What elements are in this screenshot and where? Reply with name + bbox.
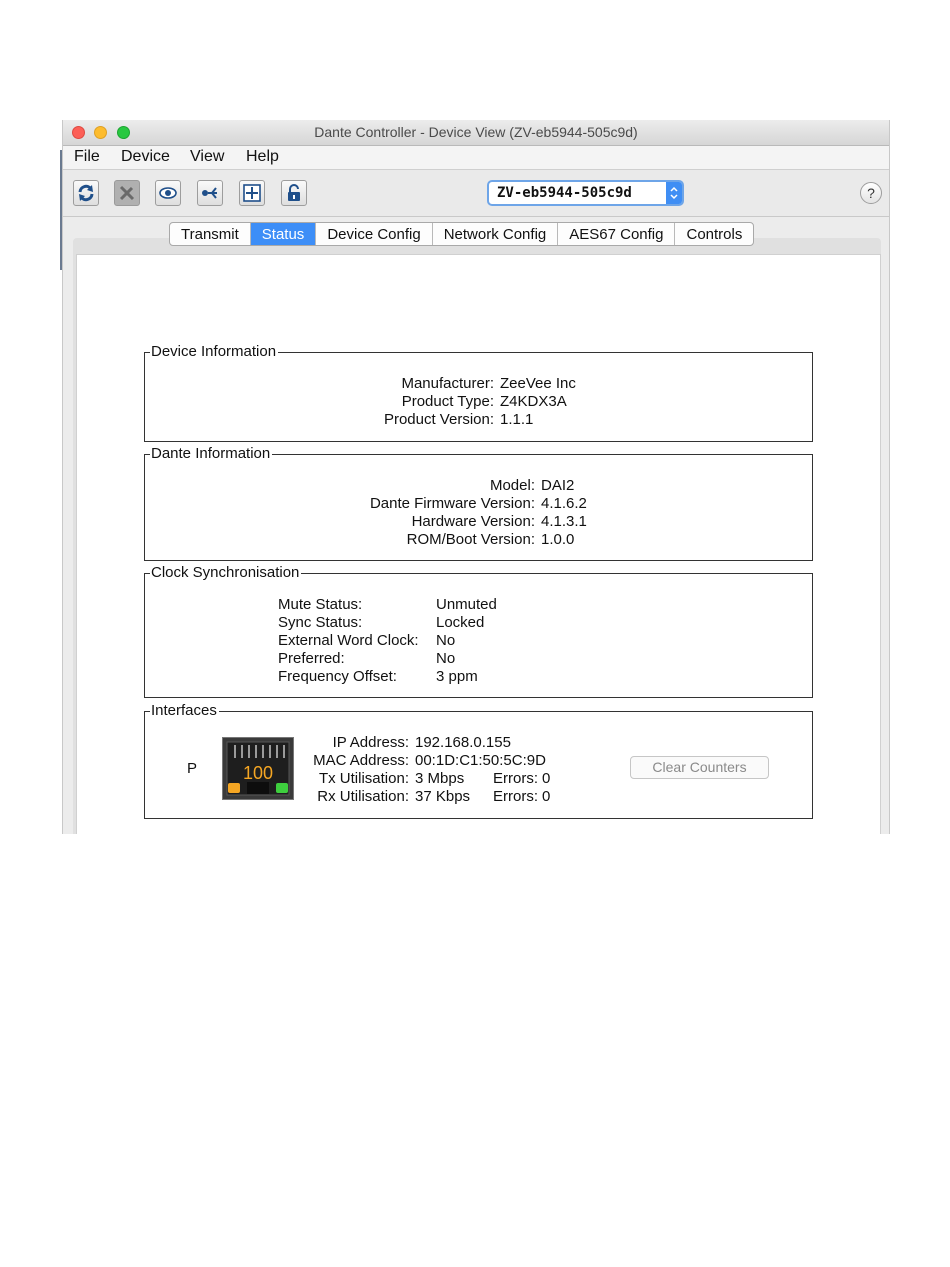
network-icon xyxy=(200,183,220,203)
tx-utilisation-value: 3 Mbps xyxy=(415,770,465,787)
eye-icon xyxy=(158,183,178,203)
rx-utilisation-label: Rx Utilisation: xyxy=(317,788,409,805)
dante-information-legend: Dante Information xyxy=(151,445,271,462)
tx-errors-label: Errors: xyxy=(493,770,538,787)
clock-synchronisation-legend: Clock Synchronisation xyxy=(151,564,300,581)
help-button[interactable]: ? xyxy=(860,182,882,204)
hardware-version-label: Hardware Version: xyxy=(411,513,535,530)
tab-transmit[interactable]: Transmit xyxy=(170,223,251,245)
refresh-button[interactable] xyxy=(73,180,99,206)
tab-aes67-config[interactable]: AES67 Config xyxy=(558,223,675,245)
tab-controls[interactable]: Controls xyxy=(686,226,743,243)
product-version-value: 1.1.1 xyxy=(500,411,534,428)
view-button[interactable] xyxy=(155,180,181,206)
tools-icon xyxy=(117,183,137,203)
mute-status-value: Unmuted xyxy=(436,596,497,613)
tx-utilisation-label: Tx Utilisation: xyxy=(318,770,409,787)
link-speed-label: 100 xyxy=(242,763,274,783)
mac-address-label: MAC Address: xyxy=(313,752,409,769)
mac-address-value: 00:1D:C1:50:5C:9D xyxy=(415,752,546,769)
network-button[interactable] xyxy=(197,180,223,206)
sync-status-value: Locked xyxy=(436,614,485,631)
model-value: DAI2 xyxy=(541,477,575,494)
external-word-clock-label: External Word Clock: xyxy=(278,632,419,649)
product-version-label: Product Version: xyxy=(383,411,494,428)
tab-network-config[interactable]: Network Config xyxy=(433,223,559,245)
title-bar xyxy=(63,120,889,146)
interfaces-group xyxy=(144,702,813,819)
ethernet-port-icon xyxy=(222,737,294,800)
firmware-version-value: 4.1.6.2 xyxy=(541,495,587,512)
rom-boot-version-value: 1.0.0 xyxy=(541,531,575,548)
status-panel xyxy=(76,254,881,834)
rom-boot-version-label: ROM/Boot Version: xyxy=(406,531,535,548)
tx-errors-value: 0 xyxy=(542,770,551,787)
external-word-clock-value: No xyxy=(436,632,456,649)
device-select[interactable] xyxy=(487,180,684,206)
manufacturer-value: ZeeVee Inc xyxy=(500,375,576,392)
add-button[interactable] xyxy=(239,180,265,206)
device-settings-button[interactable] xyxy=(114,180,140,206)
menu-view[interactable]: View xyxy=(190,148,225,165)
device-information-legend: Device Information xyxy=(151,343,277,360)
preferred-label: Preferred: xyxy=(278,650,345,667)
frequency-offset-label: Frequency Offset: xyxy=(278,668,397,685)
rx-utilisation-value: 37 Kbps xyxy=(415,788,471,805)
rx-errors-value: 0 xyxy=(542,788,551,805)
device-view-window xyxy=(62,120,890,834)
lock-button[interactable] xyxy=(281,180,307,206)
clear-counters-button[interactable]: Clear Counters xyxy=(630,756,769,779)
ip-address-label: IP Address: xyxy=(332,734,409,751)
clock-synchronisation-group xyxy=(144,564,813,698)
rx-errors-label: Errors: xyxy=(493,788,538,805)
firmware-version-label: Dante Firmware Version: xyxy=(369,495,535,512)
frequency-offset-value: 3 ppm xyxy=(436,668,478,685)
product-type-value: Z4KDX3A xyxy=(500,393,567,410)
device-information-group xyxy=(144,343,813,442)
menu-help[interactable]: Help xyxy=(246,148,279,165)
tab-device-config[interactable]: Device Config xyxy=(316,223,432,245)
sync-status-label: Sync Status: xyxy=(278,614,363,631)
menu-device[interactable]: Device xyxy=(121,148,170,165)
refresh-icon xyxy=(76,183,96,203)
manufacturer-label: Manufacturer: xyxy=(401,375,494,392)
interfaces-legend: Interfaces xyxy=(151,702,217,719)
hardware-version-value: 4.1.3.1 xyxy=(541,513,587,530)
mute-status-label: Mute Status: xyxy=(278,596,363,613)
tab-bar xyxy=(169,222,754,246)
tab-status[interactable]: Status xyxy=(251,223,317,245)
menu-bar xyxy=(63,146,889,170)
window-title: Dante Controller - Device View (ZV-eb5944-505c9d) xyxy=(314,124,638,140)
device-select-value: ZV-eb5944-505c9d xyxy=(497,185,632,201)
interface-port-label: P xyxy=(187,760,198,777)
model-label: Model: xyxy=(489,477,535,494)
ip-address-value: 192.168.0.155 xyxy=(415,734,511,751)
menu-file[interactable]: File xyxy=(74,148,100,165)
lock-icon xyxy=(284,183,304,203)
chevron-updown-icon xyxy=(666,182,682,204)
dante-information-group xyxy=(144,445,813,561)
add-icon xyxy=(242,183,262,203)
product-type-label: Product Type: xyxy=(401,393,494,410)
toolbar xyxy=(63,170,889,217)
preferred-value: No xyxy=(436,650,456,667)
